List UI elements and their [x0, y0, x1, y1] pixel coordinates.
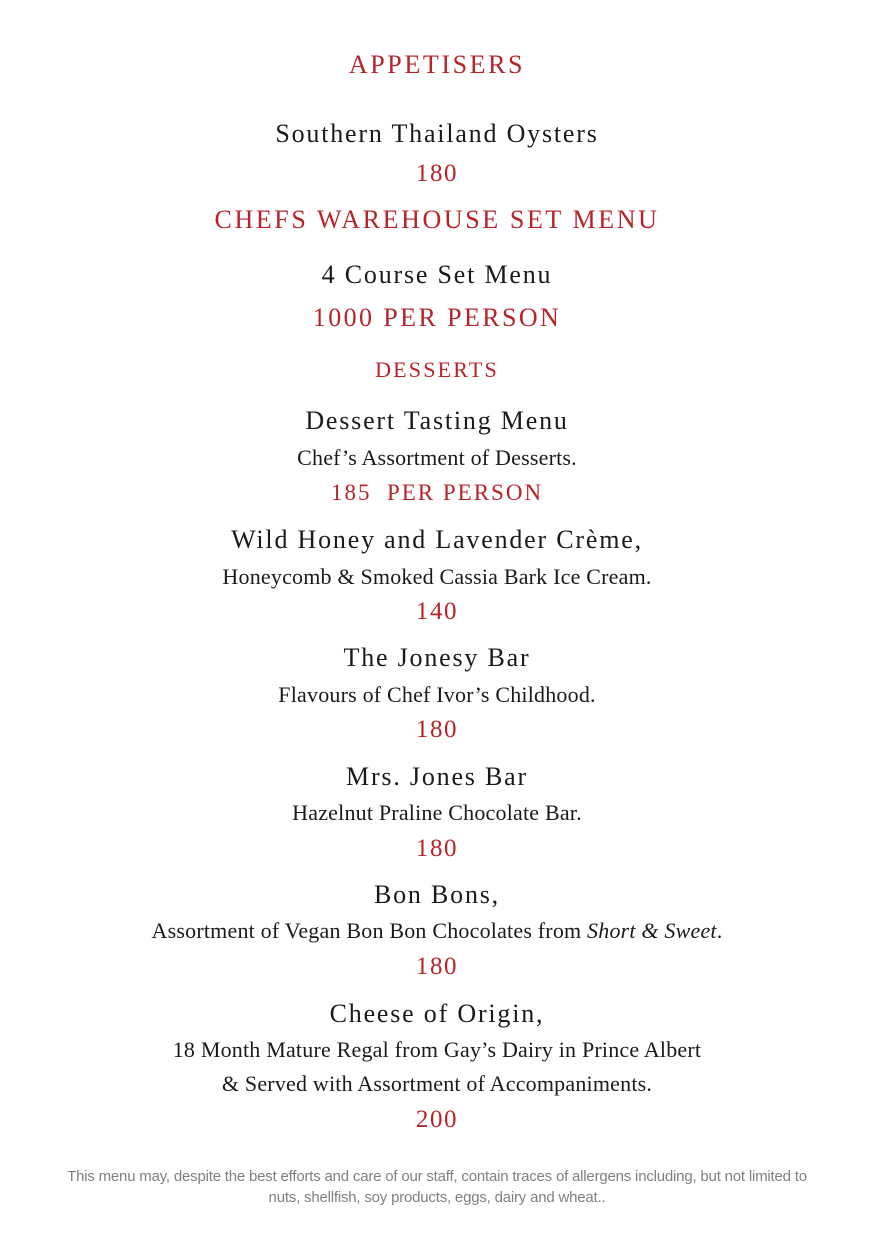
allergen-note-line: nuts, shellfish, soy products, eggs, dairy and wheat.. [268, 1189, 606, 1206]
menu-item-price: 185 PER PERSON [330, 480, 544, 505]
menu-item-description: 18 Month Mature Regal from Gay’s Dairy in Prince Albert [172, 1037, 702, 1062]
allergen-note-line: This menu may, despite the best efforts and care of our staff, contain traces of allergens including, but not limited to [67, 1168, 807, 1185]
menu-item-description: Hazelnut Praline Chocolate Bar. [292, 800, 582, 825]
description-text: Assortment of Vegan Bon Bon Chocolates from [151, 918, 588, 943]
menu-item-price: 140 [415, 598, 459, 625]
menu-item-name: Wild Honey and Lavender Crème, [231, 525, 643, 554]
menu-item-name: The Jonesy Bar [343, 643, 531, 672]
menu-item-name: Dessert Tasting Menu [305, 406, 569, 435]
menu-item-description: Honeycomb & Smoked Cassia Bark Ice Cream. [222, 564, 652, 589]
menu-item-description [0, 920, 874, 942]
description-suffix: . [716, 918, 723, 943]
menu-item-name: Bon Bons, [373, 880, 500, 909]
menu-item-name: Cheese of Origin, [329, 999, 545, 1028]
menu-item-price: 180 [415, 160, 459, 187]
menu-item-description: Flavours of Chef Ivor’s Childhood. [278, 682, 596, 707]
appetisers-heading: APPETISERS [348, 50, 526, 79]
menu-item-name: Mrs. Jones Bar [346, 762, 528, 791]
menu-item-name: Southern Thailand Oysters [275, 119, 599, 148]
menu-item-price: 180 [415, 953, 459, 980]
brand-name: Short & Sweet [587, 918, 717, 943]
menu-item-price: 200 [415, 1106, 459, 1133]
set-menu-heading: CHEFS WAREHOUSE SET MENU [214, 205, 660, 234]
desserts-heading: DESSERTS [375, 357, 499, 382]
set-menu-name: 4 Course Set Menu [321, 260, 553, 289]
menu-item-description: & Served with Assortment of Accompaniments. [221, 1071, 653, 1096]
menu-item-price: 180 [415, 716, 459, 743]
menu-item-description: Chef’s Assortment of Desserts. [297, 445, 577, 470]
set-menu-price: 1000 PER PERSON [312, 303, 562, 332]
menu-item-price: 180 [415, 835, 459, 862]
